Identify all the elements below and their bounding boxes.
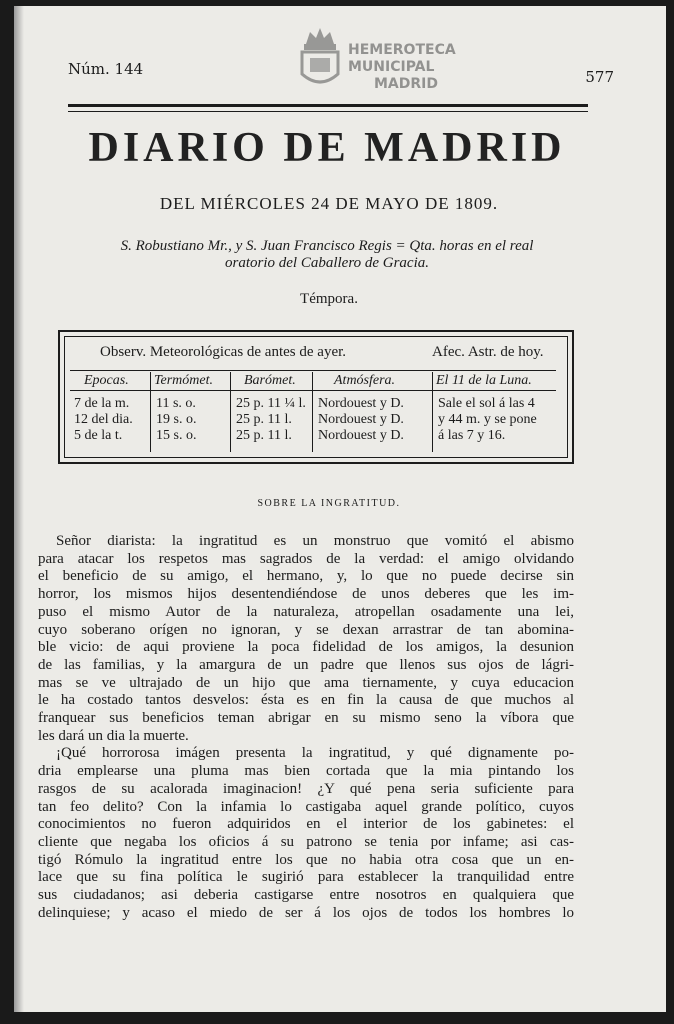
article-line: le ha costado tantos desvelos: ésta es en fin la causa de que muchos al xyxy=(38,692,574,709)
astro-title: Afec. Astr. de hoy. xyxy=(432,344,544,360)
library-stamp xyxy=(292,26,482,98)
crest-icon xyxy=(292,26,348,92)
astro-column xyxy=(438,396,537,444)
column-header: Barómet. xyxy=(244,373,296,388)
page-number: 577 xyxy=(585,68,614,86)
stamp-line: HEMEROTECA xyxy=(348,42,456,58)
article-line: ble vicio: de aqui proviene la poca fidelidad de los amigos, la desunion xyxy=(38,639,574,656)
astro-line: á las 7 y 16. xyxy=(438,428,506,443)
column-divider xyxy=(150,372,151,452)
epoca-column xyxy=(74,396,133,444)
termometro-column xyxy=(156,396,196,444)
article-line: cliente que negaba los oficios á su patrono se tenia por infame; asi cas- xyxy=(38,833,574,850)
table-cell: 19 s. o. xyxy=(156,412,197,427)
saints-line: oratorio del Caballero de Gracia. xyxy=(224,255,430,271)
column-header: Atmósfera. xyxy=(334,373,396,388)
article-line: tan feo delito? Con la infamia lo castigaba aquel grande político, cuyos xyxy=(38,798,574,815)
article-line: dria emplearse una pluma mas bien cortada que la mia pintando los xyxy=(38,763,574,780)
column-divider xyxy=(230,372,231,452)
article-line: lace que su fina política le sugirió para establecer la tranquilidad entre xyxy=(38,869,574,886)
issue-number: Núm. 144 xyxy=(68,60,144,78)
astro-line: Sale el sol á las 4 xyxy=(438,396,535,411)
atmosfera-column xyxy=(318,396,404,444)
article-line: cuyo soberano orígen no ignoran, y se dexan arrastrar de tan abomina- xyxy=(38,621,574,638)
masthead-title: DIARIO DE MADRID xyxy=(88,125,566,171)
stamp-line: MUNICIPAL xyxy=(348,59,435,75)
article-body xyxy=(38,533,574,922)
article-line: el beneficio de su amigo, el hermano, y, lo que no puede decirse sin xyxy=(38,568,574,585)
table-cell: 11 s. o. xyxy=(156,396,196,411)
astro-line: y 44 m. y se pone xyxy=(438,412,537,427)
table-cell: 25 p. 11 l. xyxy=(236,412,292,427)
column-header: Termómet. xyxy=(154,373,213,388)
table-rule xyxy=(70,390,556,391)
column-divider xyxy=(432,372,433,452)
table-cell: 7 de la m. xyxy=(74,396,130,411)
dateline: DEL MIÉRCOLES 24 DE MAYO DE 1809. xyxy=(159,194,499,213)
article-line: les dará un dia la muerte. xyxy=(38,727,189,744)
tempora-note: Témpora. xyxy=(300,291,358,307)
stamp-line: MADRID xyxy=(374,76,438,92)
column-header: Epocas. xyxy=(84,373,129,388)
column-divider xyxy=(312,372,313,452)
article-line: franquear sus beneficios teman abrigar en su mismo seno la víbora que xyxy=(38,710,574,727)
weather-title: Observ. Meteorológicas de antes de ayer. xyxy=(100,344,347,360)
article-line: Señor diarista: la ingratitud es un monstruo que vomitó el abismo xyxy=(56,533,574,549)
table-cell: 5 de la t. xyxy=(74,428,123,443)
article-line: rasgos de su acalorada imaginacion! ¿Y qué pena seria suficiente para xyxy=(38,780,574,797)
table-rule xyxy=(70,370,556,371)
table-cell: 12 del dia. xyxy=(74,412,133,427)
table-cell: 15 s. o. xyxy=(156,428,197,443)
table-cell: 25 p. 11 ¼ l. xyxy=(236,396,306,411)
article-line: de las familias, y la amargura de un padre que llenos sus ojos de lágri- xyxy=(38,656,574,673)
article-line: sus ciudadanos; asi deberia castigarse entre nosotros en qualquiera que xyxy=(38,887,574,904)
saints-of-the-day xyxy=(78,238,576,272)
table-cell: Nordouest y D. xyxy=(318,412,404,427)
article-line: para atacar los respetos mas sagrados de la verdad: el amigo olvidando xyxy=(38,550,574,567)
header-rule xyxy=(68,104,588,107)
article-line: mas se ve ultrajado de un hijo que ama tiernamente, y cuya educacion xyxy=(38,674,574,691)
article-title: SOBRE LA INGRATITUD. xyxy=(257,498,401,509)
article-line: delinquiese; y acaso el miedo de ser á los ojos de todos los hombres lo xyxy=(38,904,574,921)
column-header: El 11 de la Luna. xyxy=(436,373,532,388)
newspaper-page xyxy=(14,6,666,1012)
article-line: conocimientos no fueron adquiridos en el interior de los gabinetes: el xyxy=(38,816,574,833)
table-cell: Nordouest y D. xyxy=(318,396,404,411)
table-cell: 25 p. 11 l. xyxy=(236,428,292,443)
table-cell: Nordouest y D. xyxy=(318,428,404,443)
weather-table xyxy=(58,330,574,464)
article-line: tigó Rómulo la ingratitud entre los que no habia otra cosa que un en- xyxy=(38,851,574,868)
article-line: horror, los mismos hijos desentendiéndose de unos deberes que les im- xyxy=(38,586,574,603)
page-gutter-shadow xyxy=(14,6,24,1012)
article-line: ¡Qué horrorosa imágen presenta la ingratitud, y qué dignamente po- xyxy=(56,745,574,762)
saints-line: S. Robustiano Mr., y S. Juan Francisco Regis = Qta. horas en el real xyxy=(120,238,534,254)
header-rule-thin xyxy=(68,111,588,112)
article-line: puso el mismo Autor de la naturaleza, atropellan osadamente una lei, xyxy=(38,603,574,620)
barometro-column xyxy=(236,396,306,444)
